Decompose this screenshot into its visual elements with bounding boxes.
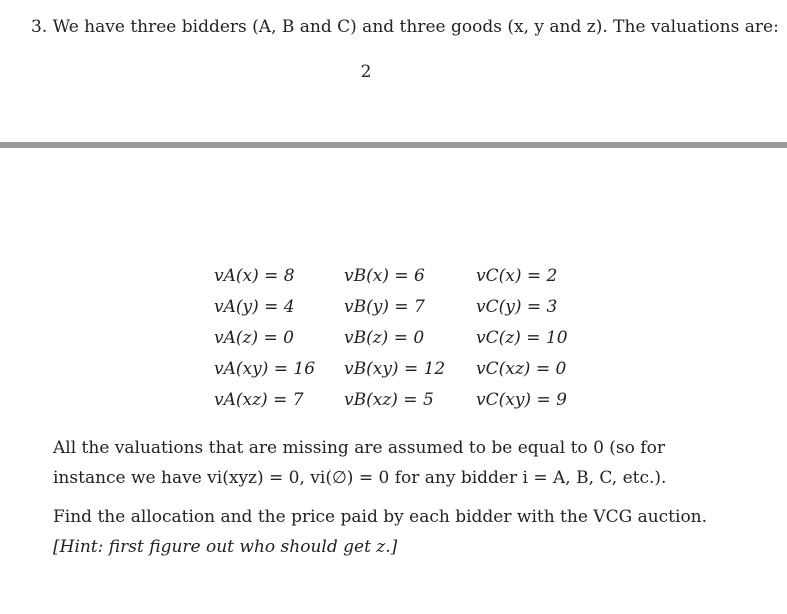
valuation-entry: vA(y) = 4: [214, 297, 295, 317]
valuation-entry: vA(xz) = 7: [214, 390, 304, 410]
valuation-entry: vB(xy) = 12: [344, 359, 446, 379]
task-text: Find the allocation and the price paid by each bidder with the VCG auction.: [53, 507, 708, 527]
valuation-entry: vC(xz) = 0: [476, 359, 567, 379]
valuation-entry: vB(x) = 6: [344, 266, 425, 286]
valuation-entry: vC(x) = 2: [476, 266, 558, 286]
missing-valuations-paragraph: All the valuations that are missing are assumed to be equal to 0 (so for instance we have vi(xyz) = 0, vi(∅) = 0 for any bidder i = A, B, C, etc.).: [53, 438, 667, 488]
valuation-entry: vB(z) = 0: [344, 328, 425, 348]
valuations-column-a: [214, 263, 315, 418]
problem-header: 3. We have three bidders (A, B and C) and three goods (x, y and z). The valuations are:: [31, 17, 779, 37]
valuation-entry: vC(y) = 3: [476, 297, 558, 317]
valuations-column-b: [344, 263, 445, 418]
valuation-entry: vB(xz) = 5: [344, 390, 434, 410]
valuation-entry: vC(z) = 10: [476, 328, 568, 348]
page-number: 2: [360, 62, 372, 82]
page-divider: [0, 142, 787, 148]
valuation-entry: vB(y) = 7: [344, 297, 425, 317]
task-paragraph: [53, 502, 733, 562]
valuations-column-c: [476, 263, 568, 418]
valuation-entry: vA(z) = 0: [214, 328, 294, 348]
valuation-entry: vC(xy) = 9: [476, 390, 567, 410]
valuation-entry: vA(x) = 8: [214, 266, 295, 286]
hint-text: [Hint: first figure out who should get z.]: [53, 537, 398, 557]
valuation-entry: vA(xy) = 16: [214, 359, 316, 379]
